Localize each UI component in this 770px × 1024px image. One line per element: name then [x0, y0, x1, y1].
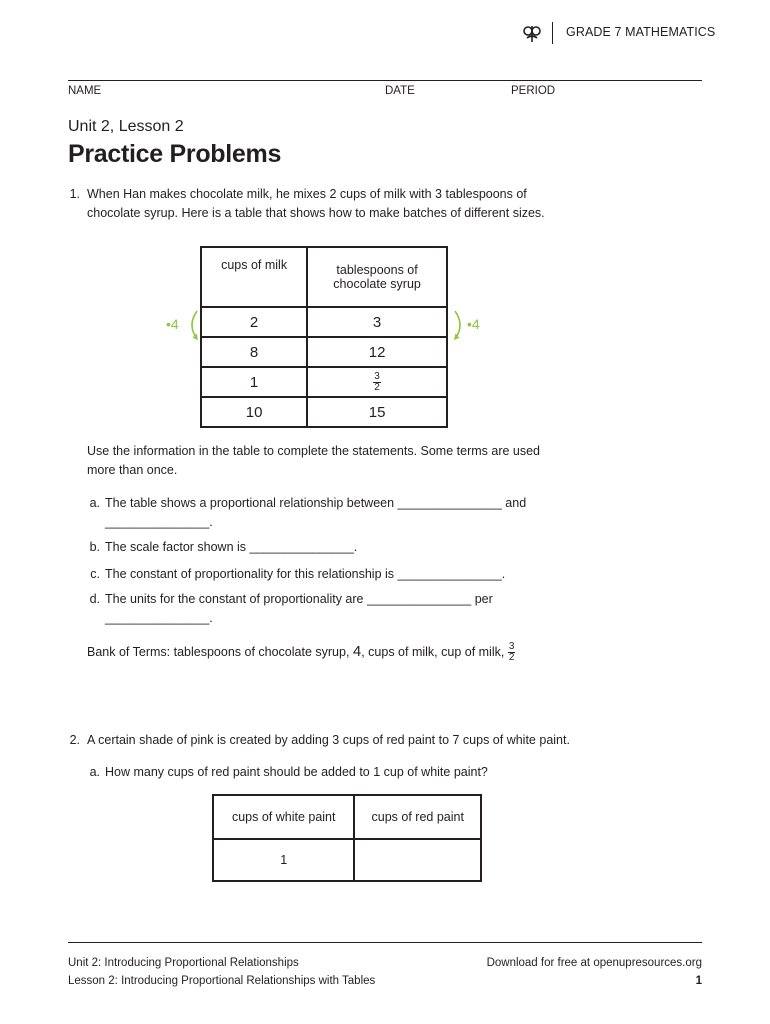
grade-label: GRADE 7 MATHEMATICS	[566, 25, 716, 39]
header-divider	[552, 22, 553, 44]
part-b-label: b.	[89, 540, 100, 554]
problem-1-text-line2: chocolate syrup. Here is a table that shows how to make batches of different sizes.	[87, 206, 545, 220]
col-header-white-paint: cups of white paint	[213, 795, 354, 839]
problem-2-part-a-label: a.	[89, 765, 100, 779]
white-paint-cell: 1	[213, 839, 354, 881]
bank-mid: , cups of milk, cup of milk,	[361, 645, 508, 659]
right-curved-arrow-icon	[452, 308, 468, 342]
col-header-red-paint: cups of red paint	[354, 795, 481, 839]
part-b-text: The scale factor shown is _______________.	[105, 540, 358, 554]
name-label: NAME	[68, 85, 102, 97]
part-d-line2: _______________.	[105, 611, 213, 625]
syrup-cell-fraction	[307, 367, 447, 397]
syrup-cell: 12	[307, 337, 447, 367]
period-label: PERIOD	[511, 85, 556, 97]
open-up-resources-logo-icon	[522, 24, 542, 44]
milk-cell: 8	[201, 337, 307, 367]
part-a-line1: The table shows a proportional relationship between _______________ and	[105, 496, 527, 510]
col-header-line2: chocolate syrup	[333, 277, 421, 291]
bank-term-four: 4	[352, 643, 362, 660]
part-d-label: d.	[89, 592, 100, 606]
table-row	[201, 307, 447, 337]
page-title: Practice Problems	[68, 140, 282, 168]
problem-1-text-line1: When Han makes chocolate milk, he mixes 2 cups of milk with 3 tablespoons of	[87, 187, 527, 201]
part-a-line2: _______________.	[105, 515, 213, 529]
page-number: 1	[695, 975, 702, 987]
left-scale-factor-label: •4	[166, 316, 179, 332]
top-rule	[68, 80, 702, 81]
right-scale-factor-label: •4	[467, 316, 480, 332]
date-label: DATE	[385, 85, 415, 97]
syrup-cell: 15	[307, 397, 447, 427]
left-curved-arrow-icon	[184, 308, 200, 342]
problem-1-number: 1.	[69, 187, 80, 201]
paint-table	[212, 794, 482, 882]
instructions-line2: more than once.	[87, 463, 178, 477]
col-header-tablespoons-syrup	[307, 247, 447, 307]
bank-of-terms	[87, 642, 515, 663]
part-c-text: The constant of proportionality for this relationship is _______________.	[105, 567, 506, 581]
milk-syrup-table	[200, 246, 448, 428]
footer-lesson: Lesson 2: Introducing Proportional Relationships with Tables	[68, 975, 376, 987]
milk-cell: 2	[201, 307, 307, 337]
part-c-label: c.	[90, 567, 100, 581]
problem-2-number: 2.	[69, 733, 80, 747]
footer-unit: Unit 2: Introducing Proportional Relationships	[68, 957, 299, 969]
footer-rule	[68, 942, 702, 943]
milk-cell: 10	[201, 397, 307, 427]
unit-lesson-heading: Unit 2, Lesson 2	[68, 118, 184, 135]
part-a-label: a.	[89, 496, 100, 510]
problem-2-part-a-text: How many cups of red paint should be added to 1 cup of white paint?	[105, 765, 488, 779]
col-header-cups-of-milk: cups of milk	[201, 247, 307, 307]
instructions-line1: Use the information in the table to complete the statements. Some terms are used	[87, 444, 541, 458]
milk-cell: 1	[201, 367, 307, 397]
bank-fraction-numerator: 3	[508, 641, 515, 653]
bank-prefix: Bank of Terms: tablespoons of chocolate syrup,	[87, 645, 353, 659]
table-row	[201, 397, 447, 427]
table-row	[213, 839, 481, 881]
red-paint-answer-cell[interactable]	[354, 839, 481, 881]
table-row	[201, 337, 447, 367]
syrup-cell: 3	[307, 307, 447, 337]
bank-fraction-denominator: 2	[508, 652, 515, 664]
part-d-line1: The units for the constant of proportionality are _______________ per	[105, 592, 493, 606]
fraction-denominator: 2	[374, 381, 380, 393]
problem-2-text: A certain shade of pink is created by adding 3 cups of red paint to 7 cups of white paint.	[87, 733, 570, 747]
fraction-numerator: 3	[374, 370, 380, 382]
col-header-line1: tablespoons of	[336, 263, 418, 277]
footer-download-link[interactable]: Download for free at openupresources.org	[486, 957, 702, 969]
table-row	[201, 367, 447, 397]
